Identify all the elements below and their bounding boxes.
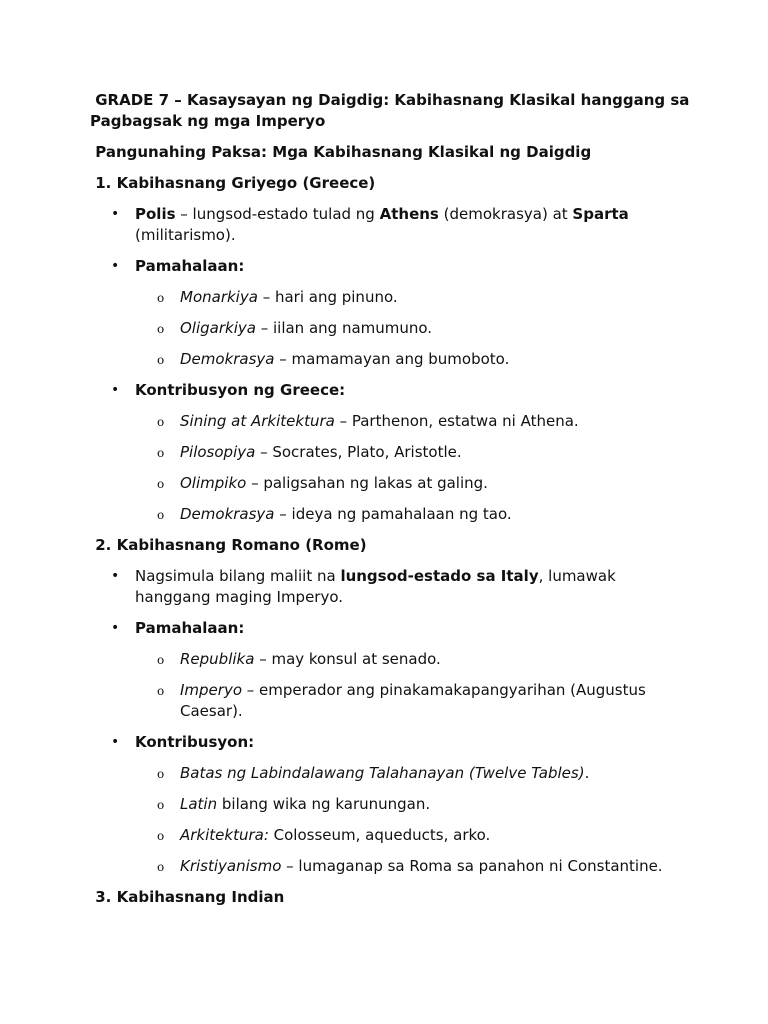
- bullet-icon: •: [111, 734, 120, 750]
- text-run: – Parthenon, estatwa ni Athena.: [334, 412, 579, 430]
- sub-bullet-icon: o: [157, 415, 165, 429]
- sub-list-item: [135, 504, 690, 525]
- list-label: Pamahalaan:: [135, 257, 245, 275]
- term-sparta: Sparta: [572, 205, 629, 223]
- text-run: .: [584, 764, 590, 782]
- sub-list: [135, 763, 690, 877]
- term: Pilosopiya: [180, 443, 256, 461]
- section-heading-greece: [90, 173, 690, 194]
- term-city-state: lungsod-estado sa Italy: [340, 567, 539, 585]
- sub-list-item: [135, 287, 690, 308]
- sub-list: [135, 411, 690, 525]
- sub-list-item: [135, 680, 690, 722]
- section-heading-text: 3. Kabihasnang Indian: [95, 888, 285, 906]
- sub-bullet-icon: o: [157, 860, 165, 874]
- sub-list-item: [135, 794, 690, 815]
- sub-bullet-icon: o: [157, 477, 165, 491]
- text-run: Colosseum, aqueducts, arko.: [268, 826, 491, 844]
- document-title-text: GRADE 7 – Kasaysayan ng Daigdig: Kabihasnang Klasikal hanggang sa Pagbagsak ng mga Imperyo: [90, 91, 690, 130]
- bullet-icon: •: [111, 382, 120, 398]
- sub-bullet-icon: o: [157, 322, 165, 336]
- term: Arkitektura:: [180, 826, 269, 844]
- term: Monarkiya: [180, 288, 258, 306]
- text-run: – emperador ang pinakamakapangyarihan (Augustus Caesar).: [180, 681, 646, 720]
- sub-bullet-icon: o: [157, 508, 165, 522]
- term-polis: Polis: [135, 205, 176, 223]
- sub-list-item: [135, 649, 690, 670]
- sub-bullet-icon: o: [157, 829, 165, 843]
- term-athens: Athens: [379, 205, 439, 223]
- list-item: [90, 732, 690, 877]
- text-run: – lungsod-estado tulad ng: [175, 205, 380, 223]
- sub-list-item: [135, 318, 690, 339]
- text-run: – may konsul at senado.: [254, 650, 441, 668]
- section-heading-rome: [90, 535, 690, 556]
- sub-bullet-icon: o: [157, 767, 165, 781]
- section-heading-text: 1. Kabihasnang Griyego (Greece): [95, 174, 376, 192]
- document-page: [90, 90, 690, 918]
- bullet-icon: •: [111, 568, 120, 584]
- sub-bullet-icon: o: [157, 684, 165, 698]
- sub-list: [135, 287, 690, 370]
- text-run: – hari ang pinuno.: [257, 288, 398, 306]
- sub-bullet-icon: o: [157, 798, 165, 812]
- sub-list-item: [135, 349, 690, 370]
- main-topic-heading: [90, 142, 690, 163]
- sub-bullet-icon: o: [157, 446, 165, 460]
- text-run: – ideya ng pamahalaan ng tao.: [274, 505, 512, 523]
- text-run: – lumaganap sa Roma sa panahon ni Constantine.: [281, 857, 663, 875]
- term: Olimpiko: [180, 474, 247, 492]
- list-label: Kontribusyon:: [135, 733, 255, 751]
- sub-list-item: [135, 825, 690, 846]
- sub-bullet-icon: o: [157, 653, 165, 667]
- list-item: [90, 204, 690, 246]
- rome-list: [90, 566, 690, 877]
- text-run: (demokrasya) at: [438, 205, 573, 223]
- term: Kristiyanismo: [180, 857, 282, 875]
- bullet-icon: •: [111, 258, 120, 274]
- text-run: – Socrates, Plato, Aristotle.: [255, 443, 462, 461]
- term: Latin: [180, 795, 218, 813]
- document-title: [90, 90, 690, 132]
- main-topic-text: Pangunahing Paksa: Mga Kabihasnang Klasikal ng Daigdig: [95, 143, 592, 161]
- sub-bullet-icon: o: [157, 353, 165, 367]
- sub-list-item: [135, 763, 690, 784]
- list-label: Pamahalaan:: [135, 619, 245, 637]
- list-item: [90, 380, 690, 525]
- sub-bullet-icon: o: [157, 291, 165, 305]
- text-run: bilang wika ng karunungan.: [217, 795, 431, 813]
- term: Sining at Arkitektura: [180, 412, 335, 430]
- text-run: – mamamayan ang bumoboto.: [274, 350, 510, 368]
- sub-list-item: [135, 856, 690, 877]
- term: Batas ng Labindalawang Talahanayan (Twelve Tables): [180, 764, 585, 782]
- term: Oligarkiya: [180, 319, 256, 337]
- list-item: [90, 566, 690, 608]
- sub-list-item: [135, 411, 690, 432]
- greece-list: [90, 204, 690, 525]
- term: Imperyo: [180, 681, 243, 699]
- list-item: [90, 618, 690, 722]
- sub-list: [135, 649, 690, 722]
- bullet-icon: •: [111, 620, 120, 636]
- term: Demokrasya: [180, 505, 275, 523]
- term: Republika: [180, 650, 255, 668]
- text-run: (militarismo).: [135, 226, 236, 244]
- text-run: – iilan ang namumuno.: [255, 319, 433, 337]
- sub-list-item: [135, 442, 690, 463]
- bullet-icon: •: [111, 206, 120, 222]
- term: Demokrasya: [180, 350, 275, 368]
- text-run: Nagsimula bilang maliit na: [135, 567, 341, 585]
- list-item: [90, 256, 690, 370]
- text-run: – paligsahan ng lakas at galing.: [246, 474, 488, 492]
- list-label: Kontribusyon ng Greece:: [135, 381, 346, 399]
- sub-list-item: [135, 473, 690, 494]
- section-heading-india: [90, 887, 690, 908]
- text-run: , lumawak hanggang maging Imperyo.: [135, 567, 616, 606]
- section-heading-text: 2. Kabihasnang Romano (Rome): [95, 536, 367, 554]
